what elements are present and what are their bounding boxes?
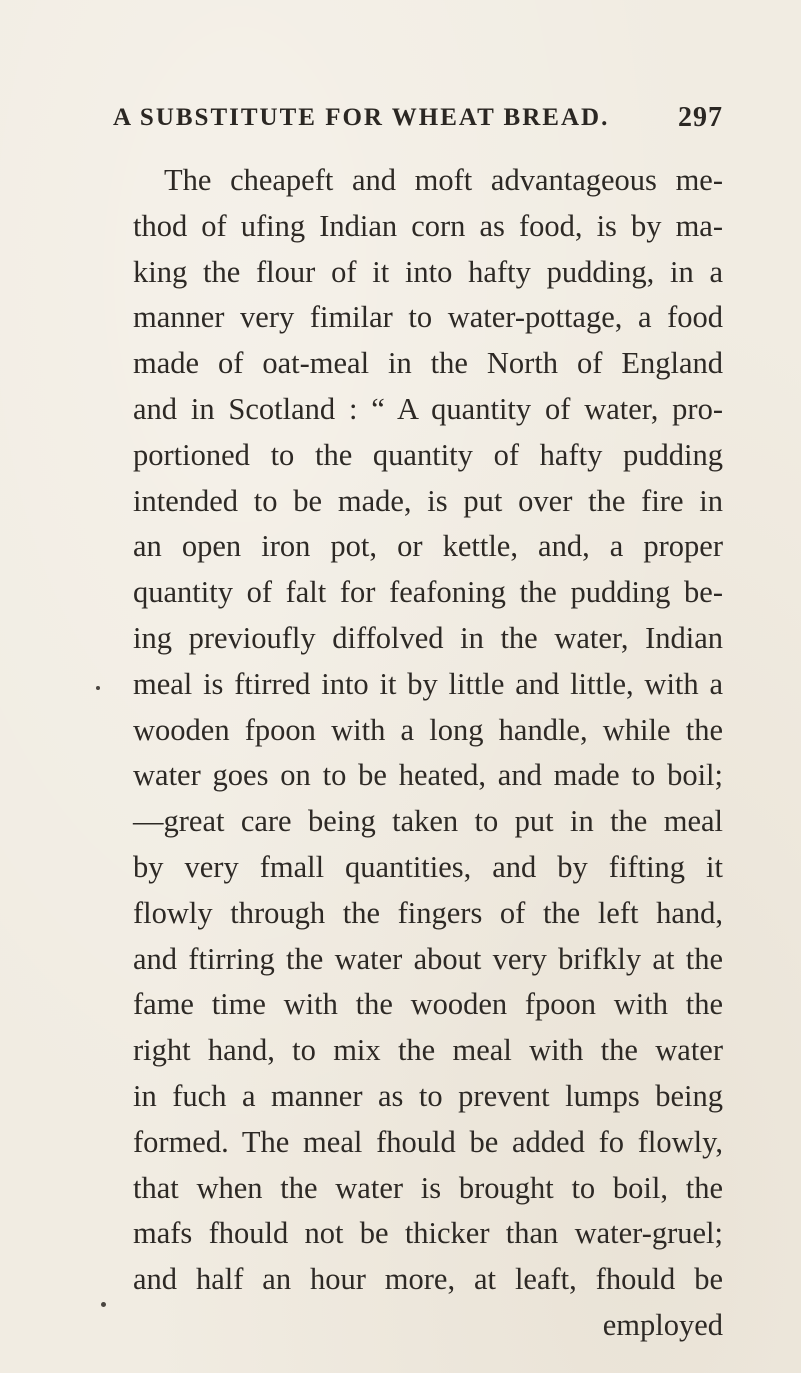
body-paragraph: [133, 158, 723, 1349]
text-line: right hand, to mix the meal with the water: [133, 1033, 723, 1068]
running-title: A SUBSTITUTE FOR WHEAT BREAD.: [113, 104, 610, 131]
text-line: thod of ufing Indian corn as food, is by ma-: [133, 208, 723, 243]
text-line: fame time with the wooden fpoon with the: [133, 987, 723, 1022]
running-head: [113, 104, 723, 140]
ink-speck: [96, 686, 100, 690]
text-line: and ftirring the water about very brifkly at the: [133, 941, 723, 976]
text-line: wooden fpoon with a long handle, while the: [133, 712, 723, 747]
text-line: and half an hour more, at leaft, fhould be: [133, 1262, 723, 1297]
text-line: —great care being taken to put in the meal: [133, 804, 723, 839]
text-line: an open iron pot, or kettle, and, a proper: [133, 529, 723, 564]
ink-speck: [101, 1302, 106, 1307]
text-line: and in Scotland : “ A quantity of water, pro-: [133, 391, 723, 426]
text-line: that when the water is brought to boil, the: [133, 1170, 723, 1205]
text-line: meal is ftirred into it by little and little, with a: [133, 666, 723, 701]
text-line: made of oat-meal in the North of England: [133, 346, 723, 381]
text-line: flowly through the fingers of the left hand,: [133, 895, 723, 930]
text-line: quantity of falt for feafoning the pudding be-: [133, 575, 723, 610]
text-line: intended to be made, is put over the fire in: [133, 483, 723, 518]
text-line: by very fmall quantities, and by fifting it: [133, 849, 723, 884]
text-line: manner very fimilar to water-pottage, a food: [133, 300, 723, 335]
text-line: king the flour of it into hafty pudding, in a: [133, 254, 723, 289]
catchword: employed: [602, 1307, 723, 1342]
text-line: The cheapeft and moft advantageous me-: [164, 163, 723, 197]
text-line: formed. The meal fhould be added fo flowly,: [133, 1124, 723, 1159]
text-line: water goes on to be heated, and made to boil;: [133, 758, 723, 793]
text-line: mafs fhould not be thicker than water-gruel;: [133, 1216, 723, 1251]
text-line: portioned to the quantity of hafty pudding: [133, 437, 723, 472]
text-line: in fuch a manner as to prevent lumps being: [133, 1078, 723, 1113]
text-line: ing previoufly diffolved in the water, Indian: [133, 620, 723, 655]
page-number: 297: [678, 102, 723, 133]
